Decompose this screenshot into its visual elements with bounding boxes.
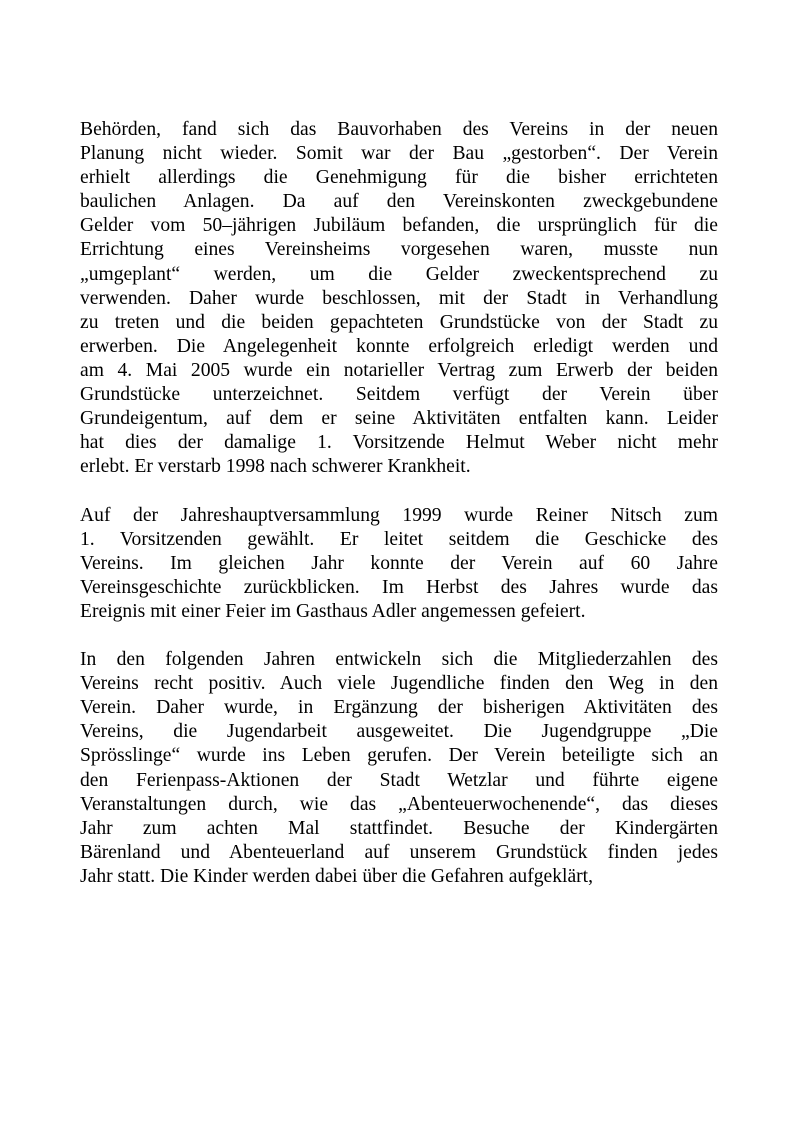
document-page [80,118,718,889]
text-line: baulichen Anlagen. Da auf den Vereinskonten zweckgebundene [80,191,718,213]
text-line: Vereins. Im gleichen Jahr konnte der Verein auf 60 Jahre [80,552,718,574]
text-line: verwenden. Daher wurde beschlossen, mit der Stadt in Verhandlung [80,287,718,309]
text-line: zu treten und die beiden gepachteten Grundstücke von der Stadt zu [80,311,718,333]
text-line: Ereignis mit einer Feier im Gasthaus Adler angemessen gefeiert. [80,600,586,622]
text-line: Bärenland und Abenteuerland auf unserem Grundstück finden jedes [80,841,718,863]
text-line: Grundstücke unterzeichnet. Seitdem verfügt der Verein über [80,384,718,406]
text-line: erlebt. Er verstarb 1998 nach schwerer Krankheit. [80,456,471,478]
text-line: erhielt allerdings die Genehmigung für die bisher errichteten [80,167,718,189]
paragraph-chairman-election [80,504,718,624]
text-line: Behörden, fand sich das Bauvorhaben des Vereins in der neuen [80,119,718,140]
text-line: den Ferienpass-Aktionen der Stadt Wetzlar und führte eigene [80,769,718,791]
text-line: Jahr statt. Die Kinder werden dabei über die Gefahren aufgeklärt, [80,865,594,887]
text-line: Sprösslinge“ wurde ins Leben gerufen. Der Verein beteiligte sich an [80,745,718,767]
text-line: In den folgenden Jahren entwickeln sich die Mitgliederzahlen des [80,649,718,671]
text-line: Jahr zum achten Mal stattfindet. Besuche der Kindergärten [80,817,718,839]
text-line: erwerben. Die Angelegenheit konnte erfolgreich erledigt werden und [80,335,718,357]
text-line: Vereins recht positiv. Auch viele Jugendliche finden den Weg in den [80,673,718,695]
text-line: Auf der Jahreshauptversammlung 1999 wurde Reiner Nitsch zum [80,504,718,526]
text-line: 1. Vorsitzenden gewählt. Er leitet seitdem die Geschicke des [80,528,718,550]
text-line: „umgeplant“ werden, um die Gelder zweckentsprechend zu [80,263,718,285]
text-line: Vereins, die Jugendarbeit ausgeweitet. Die Jugendgruppe „Die [80,721,718,743]
text-line: Planung nicht wieder. Somit war der Bau „gestorben“. Der Verein [80,143,718,165]
text-line: Gelder vom 50–jährigen Jubiläum befanden, die ursprünglich für die [80,215,718,237]
text-line: Verein. Daher wurde, in Ergänzung der bisherigen Aktivitäten des [80,697,718,719]
paragraph-land-purchase [80,118,718,479]
text-line: hat dies der damalige 1. Vorsitzende Helmut Weber nicht mehr [80,432,718,454]
text-line: Grundeigentum, auf dem er seine Aktivitäten entfalten kann. Leider [80,408,718,430]
text-line: Vereinsgeschichte zurückblicken. Im Herbst des Jahres wurde das [80,576,718,598]
text-line: am 4. Mai 2005 wurde ein notarieller Vertrag zum Erwerb der beiden [80,359,718,381]
text-line: Veranstaltungen durch, wie das „Abenteuerwochenende“, das dieses [80,793,718,815]
text-line: Errichtung eines Vereinsheims vorgesehen waren, musste nun [80,239,718,261]
paragraph-youth-work [80,648,718,889]
